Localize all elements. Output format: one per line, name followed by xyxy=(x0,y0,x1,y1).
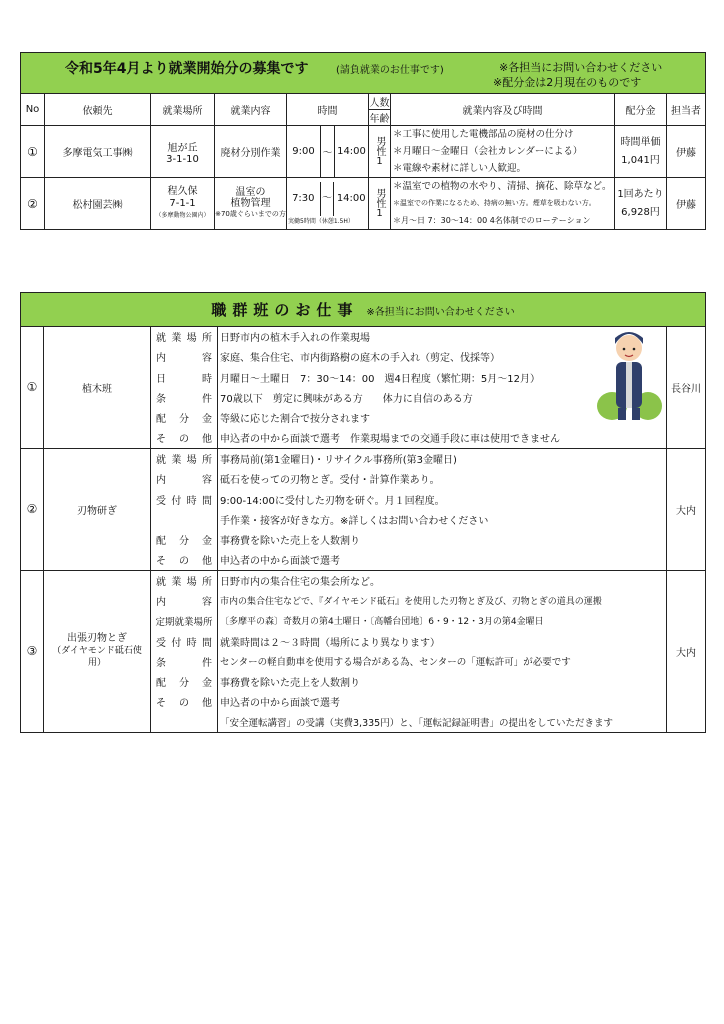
header-pay: 配分金 xyxy=(615,94,667,126)
headcount: 1 xyxy=(376,156,383,167)
group-name-note: （ダイヤモンド砥石使用） xyxy=(52,646,142,669)
recruitment-subtitle: (請負就業のお仕事です) xyxy=(336,65,444,76)
time-end: 14:00 xyxy=(336,193,366,204)
field-value: 手作業・接客が好きな方。※詳しくはお問い合わせください xyxy=(218,509,667,529)
field-value: 市内の集合住宅などで、『ダイヤモンド砥石』を使用した刃物とぎ及び、刃物とぎの道具の運搬 xyxy=(218,590,667,610)
group-name-cell xyxy=(44,570,151,732)
field-label: 受付時間 xyxy=(151,489,218,509)
field-label: 配分金 xyxy=(151,408,218,428)
gardener-illustration xyxy=(596,322,662,424)
header-time: 時間 xyxy=(287,94,369,126)
field-value: 申込者の中から面談で選考 xyxy=(218,550,667,570)
recruitment-title: 令和5年4月より就業開始分の募集です xyxy=(65,61,309,77)
header-count: 人数 xyxy=(369,94,391,110)
time-tilde: ～ xyxy=(321,182,335,216)
field-label: その他 xyxy=(151,550,218,570)
job-details xyxy=(391,126,615,178)
job-details xyxy=(391,178,615,230)
work-line: 植物管理 xyxy=(230,198,271,209)
work-note: ※70歳ぐらいまでの方 xyxy=(215,210,286,218)
header-no: No xyxy=(21,94,45,126)
work-place xyxy=(151,178,215,230)
field-value: 月曜日～土曜日 7：30～14：00 週4日程度（繁忙期：5月～12月） xyxy=(218,367,667,387)
client-name: 松村園芸㈱ xyxy=(45,178,151,230)
group-staff: 大内 xyxy=(667,448,706,570)
staff-name: 伊藤 xyxy=(667,178,706,230)
work-place xyxy=(151,126,215,178)
group-name: 出張刃物とぎ xyxy=(67,633,127,645)
header-client: 依頼先 xyxy=(45,94,151,126)
field-value: 〔多摩平の森〕奇数月の第4土曜日・〔高幡台団地〕6・9・12・3月の第4金曜日 xyxy=(218,611,667,631)
row-number: ② xyxy=(21,178,45,230)
field-value: センターの軽自動車を使用する場合がある為、センターの「運転許可」が必要です xyxy=(218,651,667,671)
header-place: 就業場所 xyxy=(151,94,215,126)
field-label: 受付時間 xyxy=(151,631,218,651)
staff-name: 伊藤 xyxy=(667,126,706,178)
field-label: 条件 xyxy=(151,387,218,407)
pay-unit: 1回あたり xyxy=(617,188,664,200)
field-label: 就業場所 xyxy=(151,327,218,347)
group-staff: 大内 xyxy=(667,570,706,732)
group-name: 植木班 xyxy=(44,327,151,449)
gender: 男性 xyxy=(374,188,385,208)
detail-line: ＊温室での植物の水やり、清掃、摘花、除草など。 xyxy=(393,181,612,192)
field-value: 事務局前(第1金曜日)・リサイクル事務所(第3金曜日) xyxy=(218,448,667,468)
pay-cell xyxy=(615,126,667,178)
gender-count xyxy=(369,178,391,230)
time-cell xyxy=(287,178,369,230)
detail-line: ＊温室での作業になるため、持病の無い方。煙草を吸わない方。 xyxy=(393,199,596,207)
place-name: 程久保 xyxy=(167,185,198,197)
field-label: 内容 xyxy=(151,590,218,610)
field-label: 配分金 xyxy=(151,529,218,549)
field-label: 条件 xyxy=(151,651,218,671)
field-label xyxy=(151,712,218,732)
pay-unit: 時間単価 xyxy=(620,136,661,148)
field-label: 定期就業場所 xyxy=(151,611,218,631)
place-address: 3-1-10 xyxy=(166,153,199,165)
field-label: 就業場所 xyxy=(151,570,218,590)
header-detail: 就業内容及び時間 xyxy=(391,94,615,126)
field-value: 等級に応じた割合で按分されます xyxy=(218,408,667,428)
place-name: 旭が丘 xyxy=(167,142,198,154)
field-value: 就業時間は２～３時間（場所により異なります） xyxy=(218,631,667,651)
pay-note: ※配分金は2月現在のものです xyxy=(493,76,642,89)
team-jobs-note: ※各担当にお問い合わせください xyxy=(366,307,515,318)
contact-note: ※各担当にお問い合わせください xyxy=(499,61,663,74)
gender: 男性 xyxy=(374,136,385,156)
time-start: 9:00 xyxy=(287,126,321,178)
field-value: 日野市内の集合住宅の集会所など。 xyxy=(218,570,667,590)
place-note: （多摩動物公園内） xyxy=(155,211,210,219)
field-value: 「安全運転講習」の受講（実費3,335円）と、「運転記録証明書」の提出をしていただきます xyxy=(218,712,667,732)
field-label: 配分金 xyxy=(151,672,218,692)
detail-line: ＊月～日 7：30～14：00 4名体制でのローテーション xyxy=(393,216,591,225)
field-value: 砥石を使っての刃物とぎ。受付・計算作業あり。 xyxy=(218,469,667,489)
time-note: 実働5時間（休憩1.5H） xyxy=(288,218,354,225)
field-value: 事務費を除いた売上を人数割り xyxy=(218,529,667,549)
field-value: 70歳以下 剪定に興味がある方 体力に自信のある方 xyxy=(218,387,667,407)
pay-cell xyxy=(615,178,667,230)
field-label: その他 xyxy=(151,692,218,712)
table-row xyxy=(21,178,706,230)
time-tilde: ～ xyxy=(321,126,335,178)
worker-shirt xyxy=(626,362,632,408)
field-value: 日野市内の植木手入れの作業現場 xyxy=(218,327,667,347)
time-start: 7:30 xyxy=(287,182,321,216)
team-jobs-title: 職群班のお仕事 xyxy=(211,301,359,319)
work-line: 温室の xyxy=(235,187,266,198)
headcount: 1 xyxy=(376,208,383,219)
field-value: 事務費を除いた売上を人数割り xyxy=(218,672,667,692)
field-value: 申込者の中から面談で選考 xyxy=(218,692,667,712)
gender-count xyxy=(369,126,391,178)
field-label xyxy=(151,509,218,529)
header-age: 年齢 xyxy=(369,110,391,126)
team-row xyxy=(21,570,706,590)
detail-line: ＊月曜日～金曜日（会社カレンダーによる） xyxy=(393,146,583,157)
table-row xyxy=(21,126,706,178)
pay-amount: 1,041円 xyxy=(621,154,660,166)
group-staff: 長谷川 xyxy=(667,327,706,449)
field-label: 内容 xyxy=(151,347,218,367)
field-label: 内容 xyxy=(151,469,218,489)
field-label: 就業場所 xyxy=(151,448,218,468)
team-row xyxy=(21,448,706,468)
detail-line: ＊工事に使用した電機部品の廃材の仕分け xyxy=(393,129,574,140)
worker-leg-left xyxy=(618,408,626,420)
pay-amount: 6,928円 xyxy=(621,206,660,218)
place-address: 7-1-1 xyxy=(169,197,196,209)
field-value: 家庭、集合住宅、市内街路樹の庭木の手入れ（剪定、伐採等） xyxy=(218,347,667,367)
group-number: ③ xyxy=(21,570,44,732)
field-value: 9:00-14:00に受付した刃物を研ぐ。月１回程度。 xyxy=(218,489,667,509)
detail-line: ＊電線や素材に詳しい人歓迎。 xyxy=(393,163,527,174)
group-number: ① xyxy=(21,327,44,449)
recruitment-banner xyxy=(21,53,706,94)
client-name: 多摩電気工事㈱ xyxy=(45,126,151,178)
field-label: 日時 xyxy=(151,367,218,387)
worker-leg-right xyxy=(632,408,640,420)
header-staff: 担当者 xyxy=(667,94,706,126)
group-name: 刃物研ぎ xyxy=(44,448,151,570)
work-content: 廃材分別作業 xyxy=(215,126,287,178)
recruitment-table xyxy=(20,52,706,230)
time-end: 14:00 xyxy=(335,126,369,178)
field-label: その他 xyxy=(151,428,218,448)
row-number: ① xyxy=(21,126,45,178)
work-content xyxy=(215,178,287,230)
header-work: 就業内容 xyxy=(215,94,287,126)
field-value: 申込者の中から面談で選考 作業現場までの交通手段に車は使用できません xyxy=(218,428,667,448)
group-number: ② xyxy=(21,448,44,570)
